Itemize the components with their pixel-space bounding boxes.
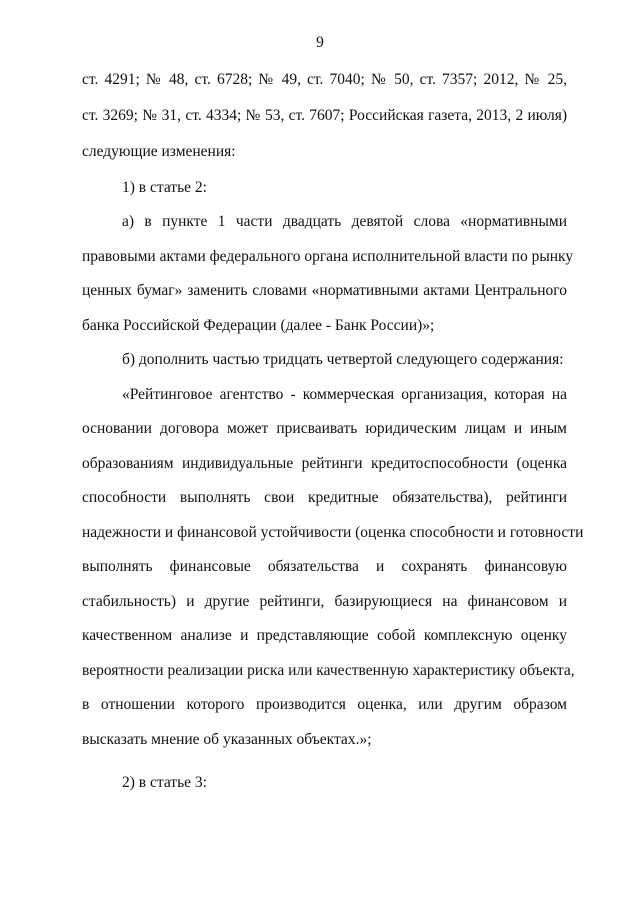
text-line: следующие изменения: (82, 143, 236, 160)
text-line: выполнять финансовые обязательства и сохранять финансовую (82, 558, 567, 575)
text-line: а) в пункте 1 части двадцать девятой слова «нормативными (122, 213, 567, 230)
text-line: надежности и финансовой устойчивости (оценка способности и готовности (82, 524, 584, 541)
text-line: банка Российской Федерации (далее - Банк России)»; (82, 317, 435, 334)
text-line: в отношении которого производится оценка, или другим образом (82, 696, 567, 713)
text-line: вероятности реализации риска или качественную характеристику объекта, (82, 662, 575, 679)
text-line: качественном анализе и представляющие собой комплексную оценку (82, 627, 567, 644)
text-line: б) дополнить частью тридцать четвертой следующего содержания: (122, 351, 564, 368)
text-line: способности выполнять свои кредитные обязательства), рейтинги (82, 489, 567, 506)
page-number: 9 (316, 34, 324, 51)
text-line: ст. 4291; № 48, ст. 6728; № 49, ст. 7040; № 50, ст. 7357; 2012, № 25, (82, 71, 567, 88)
text-line: ст. 3269; № 31, ст. 4334; № 53, ст. 7607; Российская газета, 2013, 2 июля) (82, 107, 567, 124)
list-item-heading: 2) в статье 3: (122, 774, 207, 791)
text-line: правовыми актами федерального органа исполнительной власти по рынку (82, 248, 574, 265)
text-line: высказать мнение об указанных объектах.»; (82, 731, 372, 748)
text-line: образованиям индивидуальные рейтинги кредитоспособности (оценка (82, 455, 567, 472)
text-line: «Рейтинговое агентство - коммерческая организация, которая на (122, 386, 567, 403)
list-item-heading: 1) в статье 2: (122, 179, 207, 196)
text-line: стабильность) и другие рейтинги, базирующиеся на финансовом и (82, 593, 567, 610)
text-line: основании договора может присваивать юридическим лицам и иным (82, 420, 567, 437)
text-line: ценных бумаг» заменить словами «нормативными актами Центрального (82, 282, 567, 299)
